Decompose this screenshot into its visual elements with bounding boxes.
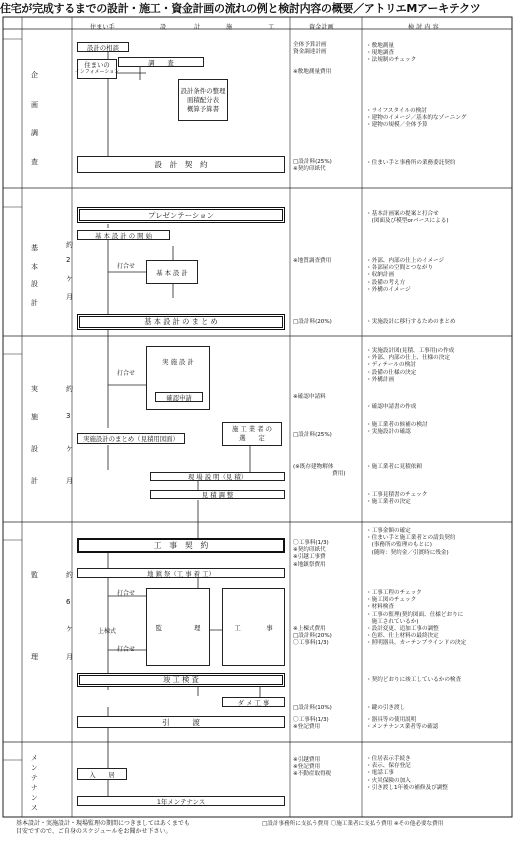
phase-detail-2: 施 (31, 413, 38, 421)
box-estimate-adjust: 見 積 調 整 (150, 490, 285, 499)
review-inspection: ・契約どおりに竣工しているかの検査 (366, 677, 462, 683)
header-design-2: 計 (194, 24, 201, 31)
review-detail-line1: ・実施設計図(見積、工事用)の作成 (366, 348, 455, 354)
review-cc-line3: (事務所の監理のもとに) (366, 542, 432, 549)
box-conditions-line2: 面積配分表 (187, 95, 219, 104)
label-framing-ceremony: 上棟式 (98, 628, 117, 635)
funding-soil-survey: ※地質調査費用 (293, 258, 332, 264)
phase-maint-1: メ (31, 754, 38, 762)
review-detail-line3: ・ディテールの検討 (366, 362, 416, 369)
header-construction-2: 工 (268, 24, 275, 31)
header-client: 住まい手 (90, 24, 115, 31)
funding-budget-line2: 資金調達計画 (293, 49, 327, 56)
review-estimate-line1: ・工事見積書のチェック (366, 492, 428, 498)
review-estimate-line2: ・施工業者の決定 (366, 499, 411, 506)
review-sup-line6: ・設計変更、追加工事の調整 (366, 626, 439, 633)
box-groundbreaking: 地 鎮 祭（工 事 着 工） (77, 568, 285, 578)
box-info (74, 59, 120, 79)
phase-maint-6: ス (31, 804, 38, 812)
funding-contract-line1: 〇工事料(1/3) (293, 540, 329, 546)
box-construction-contract: 工 事 契 約 (77, 538, 285, 553)
box-survey: 調 査 (118, 57, 204, 67)
phase-planning-2: 画 (31, 101, 38, 109)
phase-supervision-months-4: 月 (66, 653, 73, 661)
review-basic-summary: ・実施設計に移行するためのまとめ (366, 319, 456, 325)
box-supervision: 監 理 (146, 588, 210, 666)
review-detail-line4: ・設備の仕様の決定 (366, 369, 417, 376)
box-info-line2: インフォメーション (74, 69, 120, 75)
box-conditions-line3: 概算予算書 (187, 104, 219, 113)
review-handover-line2: ・メンテナンス業者等の確認 (366, 724, 439, 731)
phase-basic-months-3: ケ (66, 275, 73, 283)
phase-basic-3: 設 (31, 280, 38, 288)
review-maint-line2: ・表示、保存登記 (366, 763, 411, 770)
funding-design-fee-1 (293, 159, 332, 173)
box-basic-start: 基 本 設 計 の 開 始 (77, 230, 170, 240)
funding-maintenance-costs (293, 757, 331, 779)
review-basic-items (366, 258, 444, 294)
box-basic-design: 基 本 設 計 (146, 260, 198, 284)
review-maint-line1: ・住居表示手続き (366, 756, 411, 762)
review-cc-line2: ・住まい手と施工業者との請負契約 (366, 535, 456, 542)
funding-demolition-line1: (※既存建物解体 (293, 464, 334, 470)
box-conditions (178, 79, 228, 121)
review-lifestyle-line3: ・建物の規模／全体予算 (366, 122, 428, 129)
review-contractor-line2: ・実施設計の確認 (366, 429, 411, 436)
review-cc-line1: ・工事金額の確定 (366, 528, 411, 534)
funding-framing-line3: 〇工事料(1/3) (293, 640, 329, 647)
phase-supervision-months-2: 6 (66, 598, 71, 606)
box-contractor-line1: 施 工 業 者 の (231, 425, 273, 433)
funding-framing-costs (293, 626, 332, 648)
label-meeting-3: 打合せ (117, 590, 136, 597)
review-detail-items (366, 348, 454, 384)
review-lifestyle-line1: ・ライフスタイルの検討 (366, 108, 427, 114)
phase-basic-months-4: 月 (66, 293, 73, 301)
box-handover: 引 渡 (77, 716, 285, 728)
phase-detail-months-2: 3 (66, 412, 71, 420)
phase-planning-1: 企 (31, 71, 38, 79)
funding-maint-line1: ※引越費用 (293, 757, 321, 763)
review-handover-line1: ・器具等の使用説明 (366, 717, 417, 723)
phase-planning-3: 調 (31, 129, 38, 137)
label-meeting-1: 打合せ (117, 263, 136, 270)
review-proposal-line2: (図面及び模型orパースによる) (366, 218, 449, 225)
footnote (16, 820, 190, 836)
page-title: 住宅が完成するまでの設計・施工・資金計画の流れの例と検討内容の概要／アトリエMアーキテクツ (0, 2, 481, 15)
box-contractor-line2: 選 定 (239, 434, 265, 442)
review-proposal-line1: ・基本計画案の提案と打合せ (366, 211, 439, 217)
review-supervision (366, 590, 466, 648)
legend: □設計事務所に支払う費用 〇施工業者に支払う費用 ※その他必要な費用 (262, 821, 444, 827)
review-sup-line8: ・照明器具、カーテンブラインドの決定 (366, 640, 467, 647)
funding-maint-line2: ※登記費用 (293, 764, 321, 771)
review-construction-contract (366, 528, 456, 557)
phase-supervision-months-1: 約 (66, 571, 73, 579)
review-maintenance (366, 756, 448, 792)
review-handover (366, 717, 438, 731)
funding-handover-costs (293, 717, 329, 731)
phase-basic-months-2: 2 (66, 256, 71, 264)
review-site-line2: ・現地調査 (366, 50, 394, 57)
box-contractor-selection (222, 422, 282, 446)
review-basic-line2: ・各部屋の空間とつながり (366, 265, 434, 272)
review-maint-line3: ・電話工事 (366, 770, 394, 777)
box-basic-summary: 基 本 設 計 の ま と め (77, 314, 285, 330)
funding-application-fee: ※確認申請料 (293, 394, 326, 400)
phase-detail-months-4: 月 (66, 477, 73, 485)
box-conditions-line1: 設計条件の整理 (180, 86, 226, 95)
phase-supervision-2: 理 (31, 653, 38, 661)
funding-demolition-line2: 費用) (293, 471, 346, 478)
review-site-line1: ・敷地測量 (366, 43, 394, 49)
funding-budget (293, 42, 327, 56)
review-cc-line4: (随時：契約金／引渡時に残金) (366, 549, 449, 556)
funding-design-fee-1-line1: □設計料(25%) (293, 159, 332, 165)
phase-detail-1: 実 (31, 385, 38, 393)
box-move-in: 入 居 (77, 768, 127, 780)
funding-maint-line4: ※不動産取得税 (293, 771, 332, 778)
funding-design-fee-3: □設計料(25%) (293, 432, 332, 438)
header-review: 検 討 内 容 (408, 24, 439, 31)
review-basic-line1: ・外部、内部の仕上のイメージ (366, 258, 445, 264)
phase-supervision-1: 監 (31, 571, 38, 579)
footnote-line1: 基本設計・実施設計・現場監理の期間につきましてはあくまでも (16, 820, 190, 827)
phase-supervision-months-3: ケ (66, 625, 73, 633)
box-completion-inspection: 竣 工 検 査 (77, 673, 285, 687)
phase-detail-3: 設 (31, 445, 38, 453)
review-application: ・確認申請書の作成 (366, 404, 417, 410)
box-one-year-maintenance: 1年メンテナンス (77, 796, 285, 806)
funding-design-fee-1-line2: ※契約印紙代 (293, 166, 326, 173)
review-contractor-line1: ・施工業者の候補の検討 (366, 422, 428, 428)
phase-maint-5: ン (31, 794, 38, 802)
label-meeting-4: 打合せ (117, 646, 136, 653)
header-funding: 資金計画 (309, 24, 334, 31)
box-detail-design: 実 施 設 計 (146, 346, 210, 410)
phase-detail-months-1: 約 (66, 385, 73, 393)
funding-design-fee-4: □設計料(10%) (293, 705, 332, 711)
review-site-line3: ・法規制のチェック (366, 57, 417, 64)
funding-framing-line1: ※上棟式費用 (293, 626, 326, 632)
review-lifestyle (366, 108, 466, 130)
review-sup-line2: ・施工図のチェック (366, 597, 417, 604)
funding-handover-line1: 〇工事料(1/3) (293, 717, 329, 723)
funding-framing-line2: □設計料(20%) (293, 633, 332, 640)
review-basic-line5: ・外構のイメージ (366, 286, 411, 293)
review-keys: ・鍵の引き渡し (366, 705, 406, 711)
review-basic-line3: ・収納計画 (366, 272, 394, 279)
box-construction-works: 工 事 (222, 588, 285, 666)
funding-contract-line2: ※契約印紙代 (293, 547, 326, 554)
label-meeting-2: 打合せ (117, 370, 136, 377)
box-consultation: 設計の相談 (77, 42, 129, 52)
box-design-contract: 設 計 契 約 (77, 156, 285, 173)
funding-design-fee-2: □設計料(20%) (293, 319, 332, 325)
box-detail-summary: 実施設計のまとめ（見積用図面） (77, 433, 185, 444)
funding-contract-costs (293, 540, 329, 569)
header-construction-1: 施 (226, 24, 233, 31)
funding-survey-cost: ※敷地測量費用 (293, 69, 332, 75)
box-rework: ダ メ 工 事 (222, 697, 285, 707)
review-sup-line5: 施工されているか) (366, 618, 419, 625)
funding-demolition (293, 464, 346, 478)
phase-maint-2: ン (31, 764, 38, 772)
review-detail-line5: ・外構計画 (366, 376, 394, 383)
review-lifestyle-line2: ・建物のイメージ／基本的なゾーニング (366, 115, 467, 122)
review-maint-line5: ・引き渡し1年後の補修及び調整 (366, 784, 448, 791)
review-basic-line4: ・設備の考え方 (366, 279, 406, 286)
review-detail-line2: ・外部、内部の仕上、仕様の決定 (366, 355, 450, 362)
review-maint-line4: ・火災保険の加入 (366, 777, 411, 784)
phase-maint-3: テ (31, 774, 38, 782)
box-site-explanation: 現 場 説 明（見 積） (150, 472, 285, 481)
funding-contract-line3: ※引越工事費 (293, 554, 326, 561)
box-presentation: プレゼンテーション (77, 207, 285, 223)
phase-basic-4: 計 (31, 299, 38, 307)
review-contract: ・住まい手と事務所の業務委託契約 (366, 160, 456, 166)
box-confirmation-application: 確認申請 (155, 392, 203, 402)
review-sup-line1: ・工事工程のチェック (366, 590, 422, 596)
review-estimate-check (366, 492, 427, 506)
review-sup-line3: ・材料検査 (366, 604, 394, 611)
footnote-line2: 目安ですので、ご自身のスケジュールをお聞かせ下さい。 (16, 828, 172, 835)
review-sup-line4: ・工事の監理(契約図面、仕様どおりに (366, 611, 464, 618)
review-contractor (366, 422, 428, 436)
phase-detail-4: 計 (31, 477, 38, 485)
review-site (366, 43, 416, 65)
phase-planning-4: 査 (31, 158, 38, 166)
funding-handover-line2: ※登記費用 (293, 724, 321, 731)
funding-budget-line1: 全体予算計画 (293, 42, 327, 48)
phase-maint-4: ナ (31, 784, 38, 792)
funding-contract-line4: ※地鎮祭費用 (293, 561, 326, 568)
review-estimate-request: ・施工業者に見積依頼 (366, 464, 422, 470)
phase-basic-months-1: 約 (66, 241, 73, 249)
box-info-line1: 住まいの (84, 61, 110, 69)
review-sup-line7: ・色彩、仕上材料の最終決定 (366, 633, 439, 640)
header-design-1: 設 (160, 24, 167, 31)
phase-detail-months-3: ケ (66, 445, 73, 453)
phase-basic-1: 基 (31, 244, 38, 252)
phase-basic-2: 本 (31, 263, 38, 271)
review-proposal (366, 211, 449, 225)
